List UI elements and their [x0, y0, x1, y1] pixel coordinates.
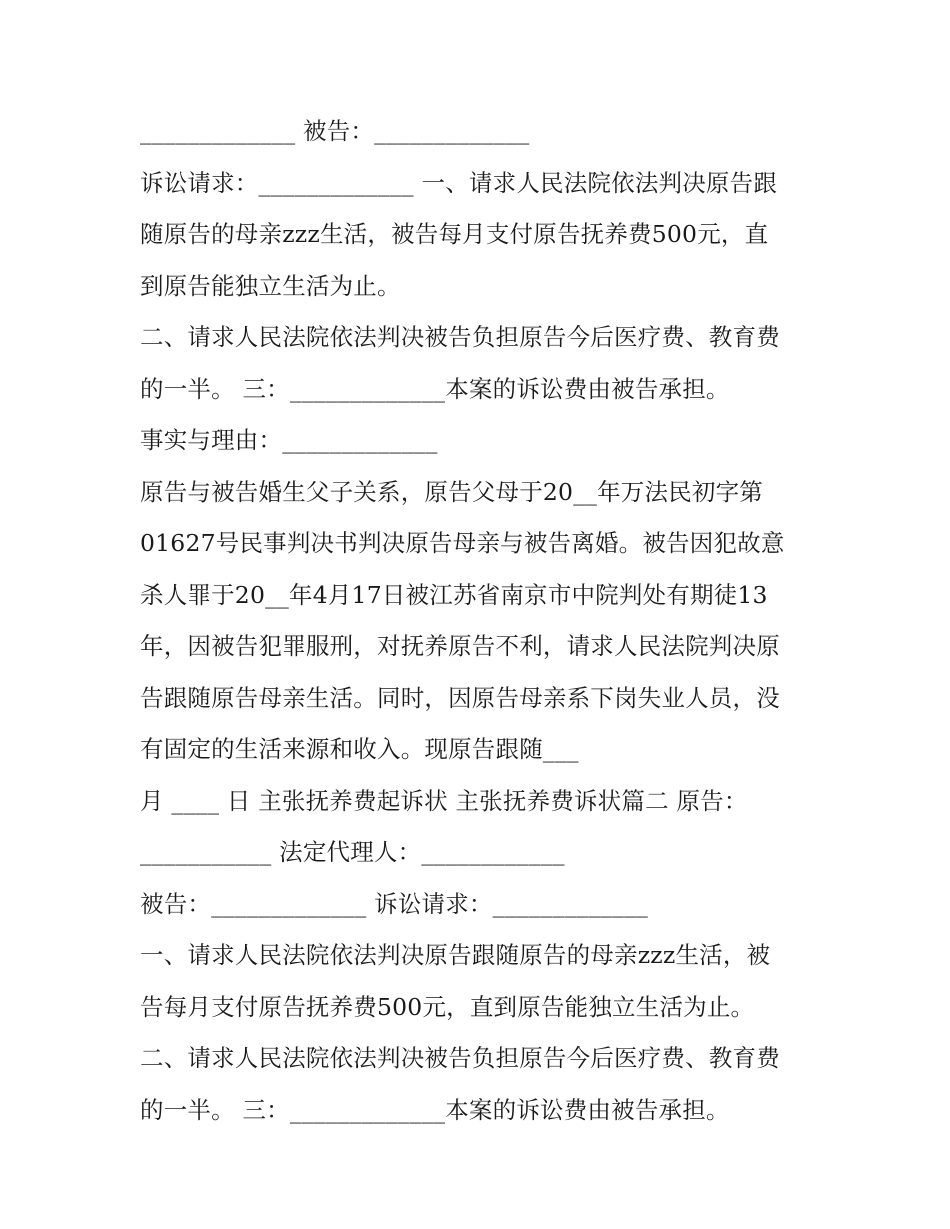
text-line: 月 ____ 日 主张抚养费起诉状 主张抚养费诉状篇二 原告：	[140, 786, 748, 815]
text-line: 原告与被告婚生父子关系，原告父母于20__年万法民初字第	[140, 477, 764, 506]
text-line: 年，因被告犯罪服刑，对抚养原告不利，请求人民法院判决原	[140, 632, 780, 660]
text-line: 的一半。 三：_____________本案的诉讼费由被告承担。	[140, 374, 730, 403]
text-line: 二、请求人民法院依法判决被告负担原告今后医疗费、教育费	[140, 323, 780, 351]
document-page	[140, 108, 820, 1138]
text-line: ___________ 法定代理人：____________	[140, 838, 565, 866]
text-line: 到原告能独立生活为止。	[140, 271, 401, 300]
text-line: 告跟随原告母亲生活。同时，因原告母亲系下岗失业人员，没	[140, 683, 780, 712]
text-line: 被告：_____________ 诉讼请求：_____________	[140, 889, 648, 918]
text-line: 诉讼请求：_____________ 一、请求人民法院依法判决原告跟	[140, 168, 778, 197]
text-line: 01627号民事判决书判决原告母亲与被告离婚。被告因犯故意	[140, 529, 785, 557]
text-line: 告每月支付原告抚养费500元，直到原告能独立生活为止。	[140, 992, 755, 1021]
text-line: 二、请求人民法院依法判决被告负担原告今后医疗费、教育费	[140, 1044, 780, 1072]
text-line: 一、请求人民法院依法判决原告跟随原告的母亲zzz生活，被	[140, 941, 771, 969]
text-line: 随原告的母亲zzz生活，被告每月支付原告抚养费500元，直	[140, 220, 769, 248]
text-line: 有固定的生活来源和收入。现原告跟随___	[140, 735, 579, 763]
text-line: 的一半。 三：_____________本案的诉讼费由被告承担。	[140, 1095, 730, 1124]
text-line: 事实与理由：_____________	[140, 426, 438, 454]
text-line: 杀人罪于20__年4月17日被江苏省南京市中院判处有期徒13	[140, 580, 768, 609]
text-line: _____________ 被告：_____________	[140, 117, 530, 145]
